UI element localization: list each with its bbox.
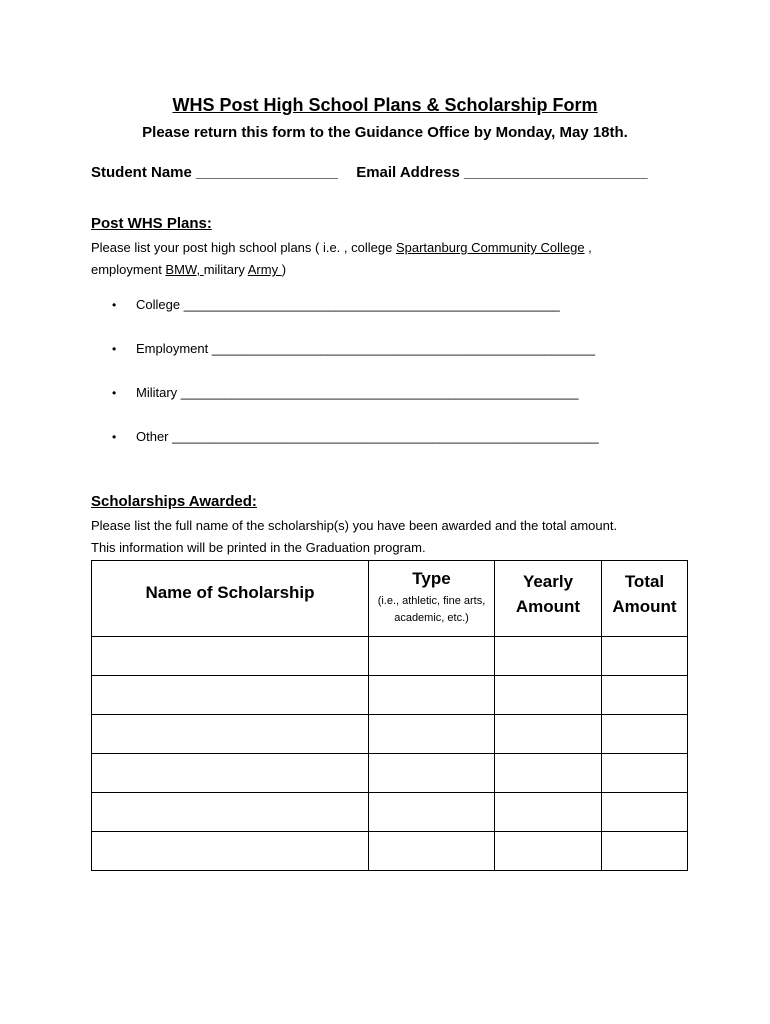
- col-header-type: [369, 561, 495, 637]
- scholarship-type-cell[interactable]: [369, 676, 495, 715]
- yearly-amount-cell[interactable]: [495, 754, 602, 793]
- scholarship-type-cell[interactable]: [369, 754, 495, 793]
- plans-intro-military: military: [203, 262, 248, 277]
- scholarship-type-cell[interactable]: [369, 715, 495, 754]
- plan-item-employment: [112, 341, 595, 356]
- total-header-line2: Amount: [612, 597, 677, 616]
- col-header-total: [602, 561, 688, 637]
- college-field[interactable]: ____________________________________________________: [183, 297, 560, 312]
- total-amount-cell[interactable]: [602, 793, 688, 832]
- plans-heading: Post WHS Plans:: [91, 215, 212, 232]
- college-example: Spartanburg Community College: [395, 240, 585, 255]
- scholarship-type-cell[interactable]: [369, 793, 495, 832]
- total-amount-cell[interactable]: [602, 676, 688, 715]
- scholarship-type-cell[interactable]: [369, 832, 495, 871]
- scholarships-instructions: [91, 515, 711, 559]
- scholarships-instruction-2: This information will be printed in the Graduation program.: [91, 540, 426, 555]
- scholarships-instruction-1: Please list the full name of the scholarship(s) you have been awarded and the total amount.: [91, 518, 618, 533]
- col-header-yearly: [495, 561, 602, 637]
- type-header-label: Type: [412, 569, 451, 588]
- plan-item-label: Employment: [136, 341, 209, 356]
- student-name-label: Student Name: [91, 164, 192, 181]
- bullet-icon: •: [112, 386, 117, 400]
- form-subtitle: Please return this form to the Guidance Office by Monday, May 18th.: [142, 124, 628, 141]
- plans-intro-close: ): [281, 262, 287, 277]
- table-row: [92, 832, 688, 871]
- bullet-icon: •: [112, 342, 117, 356]
- employment-example: BMW,: [165, 262, 204, 277]
- email-address-label: Email Address: [356, 164, 460, 181]
- table-row: [92, 715, 688, 754]
- form-title: WHS Post High School Plans & Scholarship Form: [172, 95, 598, 115]
- student-info-line: [91, 164, 648, 181]
- plans-intro-comma: ,: [584, 240, 592, 255]
- scholarship-name-cell[interactable]: [92, 793, 369, 832]
- email-address-field[interactable]: ______________________: [464, 164, 648, 181]
- total-amount-cell[interactable]: [602, 637, 688, 676]
- military-field[interactable]: _______________________________________________________: [180, 385, 579, 400]
- scholarship-table-header: [92, 561, 688, 637]
- bullet-icon: •: [112, 430, 117, 444]
- plans-instructions: [91, 237, 711, 281]
- total-amount-cell[interactable]: [602, 754, 688, 793]
- yearly-amount-cell[interactable]: [495, 676, 602, 715]
- plan-item-label: College: [136, 297, 181, 312]
- yearly-amount-cell[interactable]: [495, 793, 602, 832]
- scholarship-name-cell[interactable]: [92, 754, 369, 793]
- total-amount-cell[interactable]: [602, 715, 688, 754]
- yearly-header-line2: Amount: [515, 597, 581, 616]
- bullet-icon: •: [112, 298, 117, 312]
- plan-item-label: Military: [136, 385, 178, 400]
- employment-field[interactable]: _____________________________________________________: [211, 341, 596, 356]
- total-amount-cell[interactable]: [602, 832, 688, 871]
- scholarship-type-cell[interactable]: [369, 637, 495, 676]
- type-header-hint: (i.e., athletic, fine arts, academic, etc.): [377, 595, 486, 624]
- scholarship-name-cell[interactable]: [92, 637, 369, 676]
- yearly-amount-cell[interactable]: [495, 715, 602, 754]
- yearly-header-line1: Yearly: [522, 572, 574, 591]
- scholarship-name-cell[interactable]: [92, 715, 369, 754]
- scholarships-heading: Scholarships Awarded:: [91, 493, 257, 510]
- yearly-amount-cell[interactable]: [495, 832, 602, 871]
- plan-item-label: Other: [136, 429, 169, 444]
- table-row: [92, 754, 688, 793]
- yearly-amount-cell[interactable]: [495, 637, 602, 676]
- other-field[interactable]: ___________________________________________________________: [172, 429, 599, 444]
- plans-intro-employment: employment: [91, 262, 166, 277]
- plan-item-other: [112, 429, 599, 444]
- table-row: [92, 793, 688, 832]
- table-row: [92, 676, 688, 715]
- col-header-name: Name of Scholarship: [92, 561, 369, 637]
- total-header-line1: Total: [624, 572, 665, 591]
- plan-item-college: [112, 297, 560, 312]
- student-name-field[interactable]: _________________: [196, 164, 338, 181]
- plan-item-military: [112, 385, 578, 400]
- scholarship-name-cell[interactable]: [92, 832, 369, 871]
- scholarship-name-cell[interactable]: [92, 676, 369, 715]
- scholarship-table: [91, 560, 688, 871]
- plans-intro-text: Please list your post high school plans ( i.e. , college: [91, 240, 396, 255]
- military-example: Army: [247, 262, 282, 277]
- table-row: [92, 637, 688, 676]
